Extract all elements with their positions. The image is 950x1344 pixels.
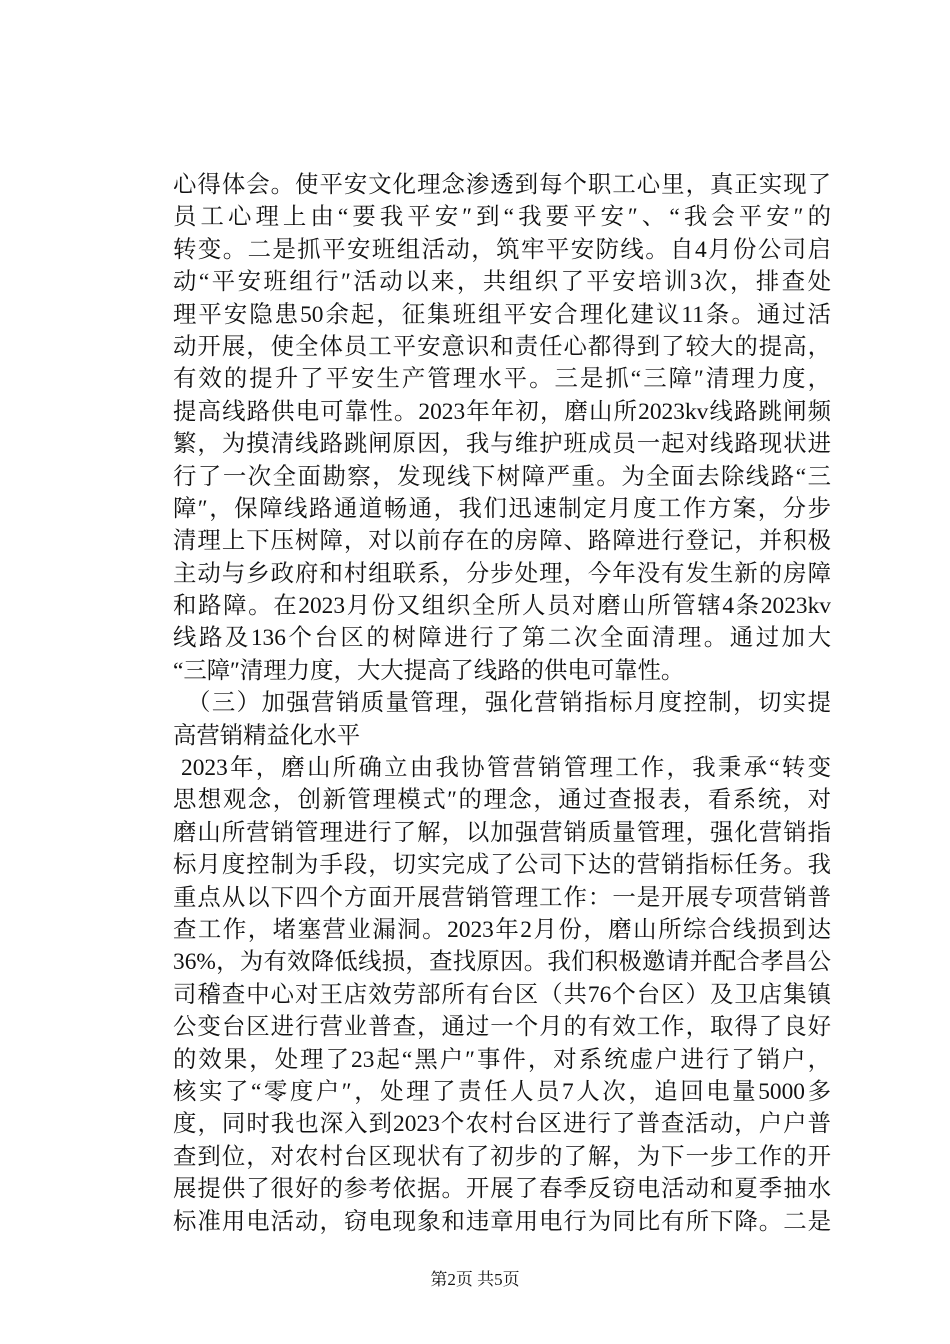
body-text-line: 度，同时我也深入到2023个农村台区进行了普查活动，户户普	[173, 1111, 831, 1138]
body-text-line: 动“平安班组行″活动以来，共组织了平安培训3次，排查处	[173, 269, 831, 296]
body-text-line: 主动与乡政府和村组联系，分步处理，今年没有发生新的房障	[173, 560, 831, 587]
body-text-line: 标准用电活动，窃电现象和违章用电行为同比有所下降。二是	[173, 1208, 831, 1235]
body-text-line: 和路障。在2023月份又组织全所人员对磨山所管辖4条2023kv	[173, 593, 831, 620]
body-text-line: 司稽查中心对王店效劳部所有台区（共76个台区）及卫店集镇	[173, 981, 831, 1008]
body-text-line: 磨山所营销管理进行了解，以加强营销质量管理，强化营销指	[173, 819, 831, 846]
body-text-line: 线路及136个台区的树障进行了第二次全面清理。通过加大	[173, 625, 831, 652]
body-text-line: 行了一次全面勘察，发现线下树障严重。为全面去除线路“三	[173, 463, 831, 490]
body-text-line: 2023年，磨山所确立由我协管营销管理工作，我秉承“转变	[181, 755, 831, 782]
document-body	[173, 169, 831, 1238]
body-text-line: 繁，为摸清线路跳闸原因，我与维护班成员一起对线路现状进	[173, 431, 831, 458]
body-text-line: “三障″清理力度，大大提高了线路的供电可靠性。	[173, 657, 685, 684]
section-heading-line: 高营销精益化水平	[173, 722, 361, 749]
body-text-line: 障″，保障线路通道畅通，我们迅速制定月度工作方案，分步	[173, 495, 831, 522]
body-text-line: 心得体会。使平安文化理念渗透到每个职工心里，真正实现了	[173, 172, 831, 198]
body-text-line: 展提供了很好的参考依据。开展了春季反窃电活动和夏季抽水	[173, 1176, 831, 1203]
body-text-line: 转变。二是抓平安班组活动，筑牢平安防线。自4月份公司启	[173, 236, 831, 263]
body-text-line: 36%，为有效降低线损，查找原因。我们积极邀请并配合孝昌公	[173, 949, 831, 976]
body-text-line: 动开展，使全体员工平安意识和责任心都得到了较大的提高，	[173, 333, 831, 360]
body-text-line: 理平安隐患50余起，征集班组平安合理化建议11条。通过活	[173, 301, 831, 328]
body-text-line: 公变台区进行营业普查，通过一个月的有效工作，取得了良好	[173, 1014, 831, 1041]
body-text-line: 标月度控制为手段，切实完成了公司下达的营销指标任务。我	[173, 852, 831, 879]
section-heading	[173, 687, 831, 752]
body-text-line: 清理上下压树障，对以前存在的房障、路障进行登记，并积极	[173, 528, 831, 555]
body-text-line: 有效的提升了平安生产管理水平。三是抓“三障″清理力度，	[173, 366, 831, 393]
body-text-line: 核实了“零度户″，处理了责任人员7人次，追回电量5000多	[173, 1078, 831, 1105]
paragraph-2	[173, 752, 831, 1238]
body-text-line: 查到位，对农村台区现状有了初步的了解，为下一步工作的开	[173, 1143, 831, 1170]
page-footer-indicator: 第2页 共5页	[430, 1270, 520, 1289]
paragraph-1	[173, 169, 831, 687]
body-text-line: 思想观念，创新管理模式″的理念，通过查报表，看系统，对	[173, 787, 831, 814]
body-text-line: 的效果，处理了23起“黑户″事件，对系统虚户进行了销户，	[173, 1046, 831, 1073]
body-text-line: 查工作，堵塞营业漏洞。2023年2月份，磨山所综合线损到达	[173, 916, 831, 943]
section-heading-line: （三）加强营销质量管理，强化营销指标月度控制，切实提	[187, 690, 831, 717]
body-text-line: 员工心理上由“要我平安″到“我要平安″、“我会平安″的	[173, 204, 831, 231]
body-text-line: 重点从以下四个方面开展营销管理工作：一是开展专项营销普	[173, 884, 831, 911]
body-text-line: 提高线路供电可靠性。2023年年初，磨山所2023kv线路跳闸频	[173, 398, 831, 425]
